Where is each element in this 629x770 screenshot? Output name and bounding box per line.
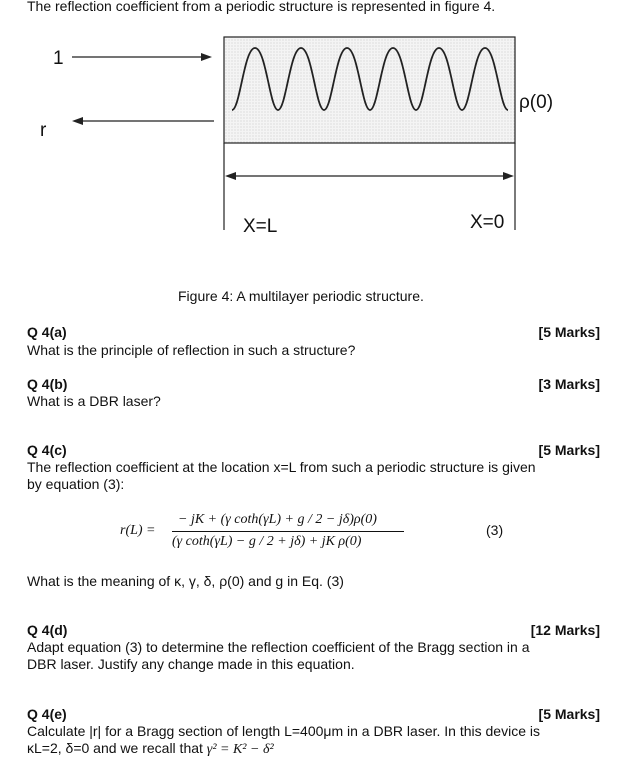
length-arrow-left bbox=[225, 172, 236, 180]
q4a-title: Q 4(a) bbox=[27, 324, 67, 340]
q4b-title: Q 4(b) bbox=[27, 376, 68, 392]
label-x-equals-l: X=L bbox=[243, 216, 278, 237]
incident-arrow-head bbox=[201, 53, 212, 61]
q4e-marks: [5 Marks] bbox=[538, 706, 600, 722]
equation-number: (3) bbox=[486, 522, 504, 538]
equation-numerator: − jK + (γ coth(γL) + g / 2 − jδ)ρ(0) bbox=[178, 512, 377, 527]
periodic-structure-box bbox=[224, 37, 515, 143]
label-incident: 1 bbox=[53, 48, 64, 69]
label-reflected: r bbox=[40, 120, 47, 141]
q4c-title: Q 4(c) bbox=[27, 442, 67, 458]
q4c-text-line2: by equation (3): bbox=[27, 476, 125, 492]
reflected-arrow-head bbox=[72, 117, 83, 125]
q4b-marks: [3 Marks] bbox=[538, 376, 600, 392]
q4e-title: Q 4(e) bbox=[27, 706, 67, 722]
q4a-marks: [5 Marks] bbox=[538, 324, 600, 340]
figure-4 bbox=[0, 0, 629, 300]
length-arrow-right bbox=[503, 172, 514, 180]
equation-lhs: r(L) = bbox=[120, 523, 156, 538]
gamma-relation-formula: γ² = K² − δ² bbox=[206, 742, 274, 757]
q4a-text: What is the principle of reflection in such a structure? bbox=[27, 342, 356, 358]
q4e-text-line2-prefix: κL=2, δ=0 and we recall that bbox=[27, 740, 207, 756]
intro-text: The reflection coefficient from a periodic structure is represented in figure 4. bbox=[27, 0, 496, 14]
q4b-text: What is a DBR laser? bbox=[27, 393, 161, 409]
q4d-text-line1: Adapt equation (3) to determine the reflection coefficient of the Bragg section in a bbox=[27, 639, 530, 655]
figure-caption: Figure 4: A multilayer periodic structure. bbox=[178, 288, 424, 304]
q4c-meaning-question: What is the meaning of κ, γ, δ, ρ(0) and g in Eq. (3) bbox=[27, 573, 344, 589]
q4c-text-line1: The reflection coefficient at the location x=L from such a periodic structure is given bbox=[27, 459, 536, 475]
q4c-marks: [5 Marks] bbox=[538, 442, 600, 458]
q4e-text-line2 bbox=[27, 740, 274, 758]
q4d-marks: [12 Marks] bbox=[530, 622, 600, 638]
fraction-bar bbox=[172, 531, 404, 532]
q4d-title: Q 4(d) bbox=[27, 622, 68, 638]
equation-denominator: (γ coth(γL) − g / 2 + jδ) + jK ρ(0) bbox=[172, 534, 362, 549]
label-rho: ρ(0) bbox=[519, 92, 554, 113]
q4e-text-line1: Calculate |r| for a Bragg section of length L=400μm in a DBR laser. In this device is bbox=[27, 723, 540, 739]
label-x-equals-0: X=0 bbox=[470, 212, 505, 233]
q4d-text-line2: DBR laser. Justify any change made in this equation. bbox=[27, 656, 355, 672]
equation-3 bbox=[120, 512, 520, 556]
